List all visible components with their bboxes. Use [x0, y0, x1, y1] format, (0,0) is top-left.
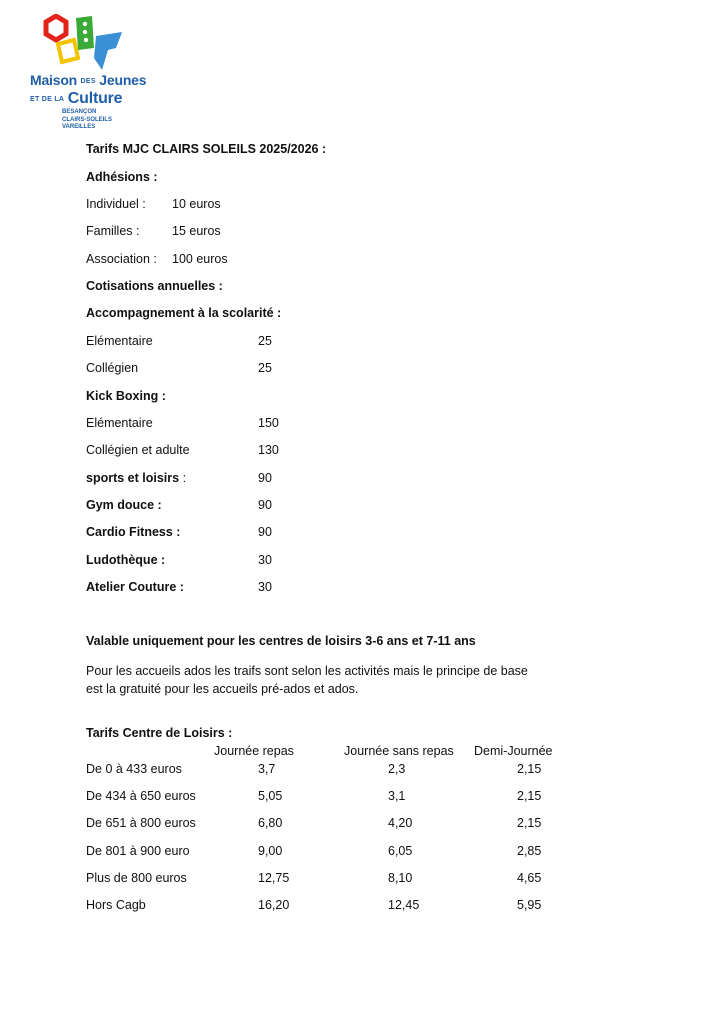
activity-row: [86, 580, 272, 594]
mjc-logo: [24, 10, 152, 128]
logo-sub-line: VAREILLES: [62, 124, 96, 130]
row-label: Hors Cagb: [86, 898, 146, 912]
cell-value: 6,80: [258, 816, 283, 830]
kickboxing-label: Elémentaire: [86, 416, 153, 430]
cell-value: 3,1: [388, 789, 406, 803]
column-header: Journée sans repas: [344, 744, 454, 758]
adhesion-row: [86, 197, 221, 211]
row-label: De 434 à 650 euros: [86, 789, 196, 803]
logo-word-culture: Culture: [67, 90, 123, 107]
cell-value: 2,15: [517, 789, 542, 803]
activity-label: Gym douce :: [86, 498, 162, 512]
cell-value: 16,20: [258, 898, 290, 912]
activity-row: [86, 498, 272, 512]
activity-value: 90: [258, 498, 272, 512]
kickboxing-heading: Kick Boxing :: [86, 389, 166, 403]
valable-note: Valable uniquement pour les centres de loisirs 3-6 ans et 7-11 ans: [86, 634, 476, 648]
cotisations-heading: Cotisations annuelles :: [86, 279, 223, 293]
logo-sub-line: BESANÇON: [62, 109, 97, 115]
scolarite-value: 25: [258, 361, 272, 375]
activity-row: [86, 525, 272, 539]
cell-value: 12,45: [388, 898, 420, 912]
cell-value: 3,7: [258, 762, 276, 776]
adhesions-heading: Adhésions :: [86, 170, 158, 184]
activity-row: [86, 471, 272, 485]
cell-value: 5,05: [258, 789, 283, 803]
kickboxing-value: 150: [258, 416, 279, 430]
cell-value: 6,05: [388, 844, 413, 858]
scolarite-value: 25: [258, 334, 272, 348]
cell-value: 9,00: [258, 844, 283, 858]
paragraph-line: est la gratuité pour les accueils pré-ados et ados.: [86, 682, 359, 696]
row-label: De 651 à 800 euros: [86, 816, 196, 830]
cell-value: 4,65: [517, 871, 542, 885]
cell-value: 2,15: [517, 816, 542, 830]
activity-label: Ludothèque :: [86, 553, 166, 567]
adhesion-label: Association :: [86, 252, 157, 266]
logo-word-maison: Maison: [30, 72, 78, 88]
activity-label: sports et loisirs: [86, 471, 180, 485]
activity-row: [86, 553, 272, 567]
logo-word-des: DES: [80, 78, 96, 86]
adhesion-label: Individuel :: [86, 197, 146, 211]
logo-word-et-de-la: ET DE LA: [30, 96, 65, 104]
activity-label: Atelier Couture :: [86, 580, 184, 594]
centre-heading: Tarifs Centre de Loisirs :: [86, 726, 233, 740]
adhesion-row: [86, 224, 221, 238]
adhesion-label: Familles :: [86, 224, 140, 238]
activity-value: 90: [258, 471, 272, 485]
adhesion-value: 15 euros: [172, 224, 221, 238]
activity-label: Cardio Fitness :: [86, 525, 181, 539]
activity-value: 90: [258, 525, 272, 539]
cell-value: 5,95: [517, 898, 542, 912]
logo-sub-line: CLAIRS-SOLEILS: [62, 116, 113, 123]
activity-value: 30: [258, 553, 272, 567]
scolarite-row: [86, 334, 272, 348]
logo-subtitle: [62, 109, 112, 132]
kickboxing-row: [86, 416, 279, 430]
cell-value: 8,10: [388, 871, 413, 885]
column-header: Journée repas: [214, 744, 294, 758]
row-label: De 0 à 433 euros: [86, 762, 182, 776]
paragraph-line: Pour les accueils ados les traifs sont selon les activités mais le principe de base: [86, 664, 528, 678]
mjc-logo-shapes-icon: [38, 14, 138, 74]
kickboxing-value: 130: [258, 443, 279, 457]
row-label: Plus de 800 euros: [86, 871, 187, 885]
cell-value: 2,3: [388, 762, 406, 776]
scolarite-heading: Accompagnement à la scolarité :: [86, 306, 282, 320]
scolarite-row: [86, 361, 272, 375]
cell-value: 2,85: [517, 844, 542, 858]
kickboxing-row: [86, 443, 279, 457]
adhesion-value: 10 euros: [172, 197, 221, 211]
cell-value: 2,15: [517, 762, 542, 776]
scolarite-label: Collégien: [86, 361, 139, 375]
logo-word-jeunes: Jeunes: [99, 72, 147, 88]
kickboxing-label: Collégien et adulte: [86, 443, 190, 457]
page-title: Tarifs MJC CLAIRS SOLEILS 2025/2026 :: [86, 142, 327, 156]
row-label: De 801 à 900 euro: [86, 844, 190, 858]
scolarite-label: Elémentaire: [86, 334, 153, 348]
adhesion-row: [86, 252, 228, 266]
activity-label-suffix: :: [179, 471, 187, 485]
adhesion-value: 100 euros: [172, 252, 228, 266]
ados-paragraph: [86, 662, 528, 698]
activity-value: 30: [258, 580, 272, 594]
cell-value: 12,75: [258, 871, 290, 885]
column-header: Demi-Journée: [474, 744, 553, 758]
cell-value: 4,20: [388, 816, 413, 830]
